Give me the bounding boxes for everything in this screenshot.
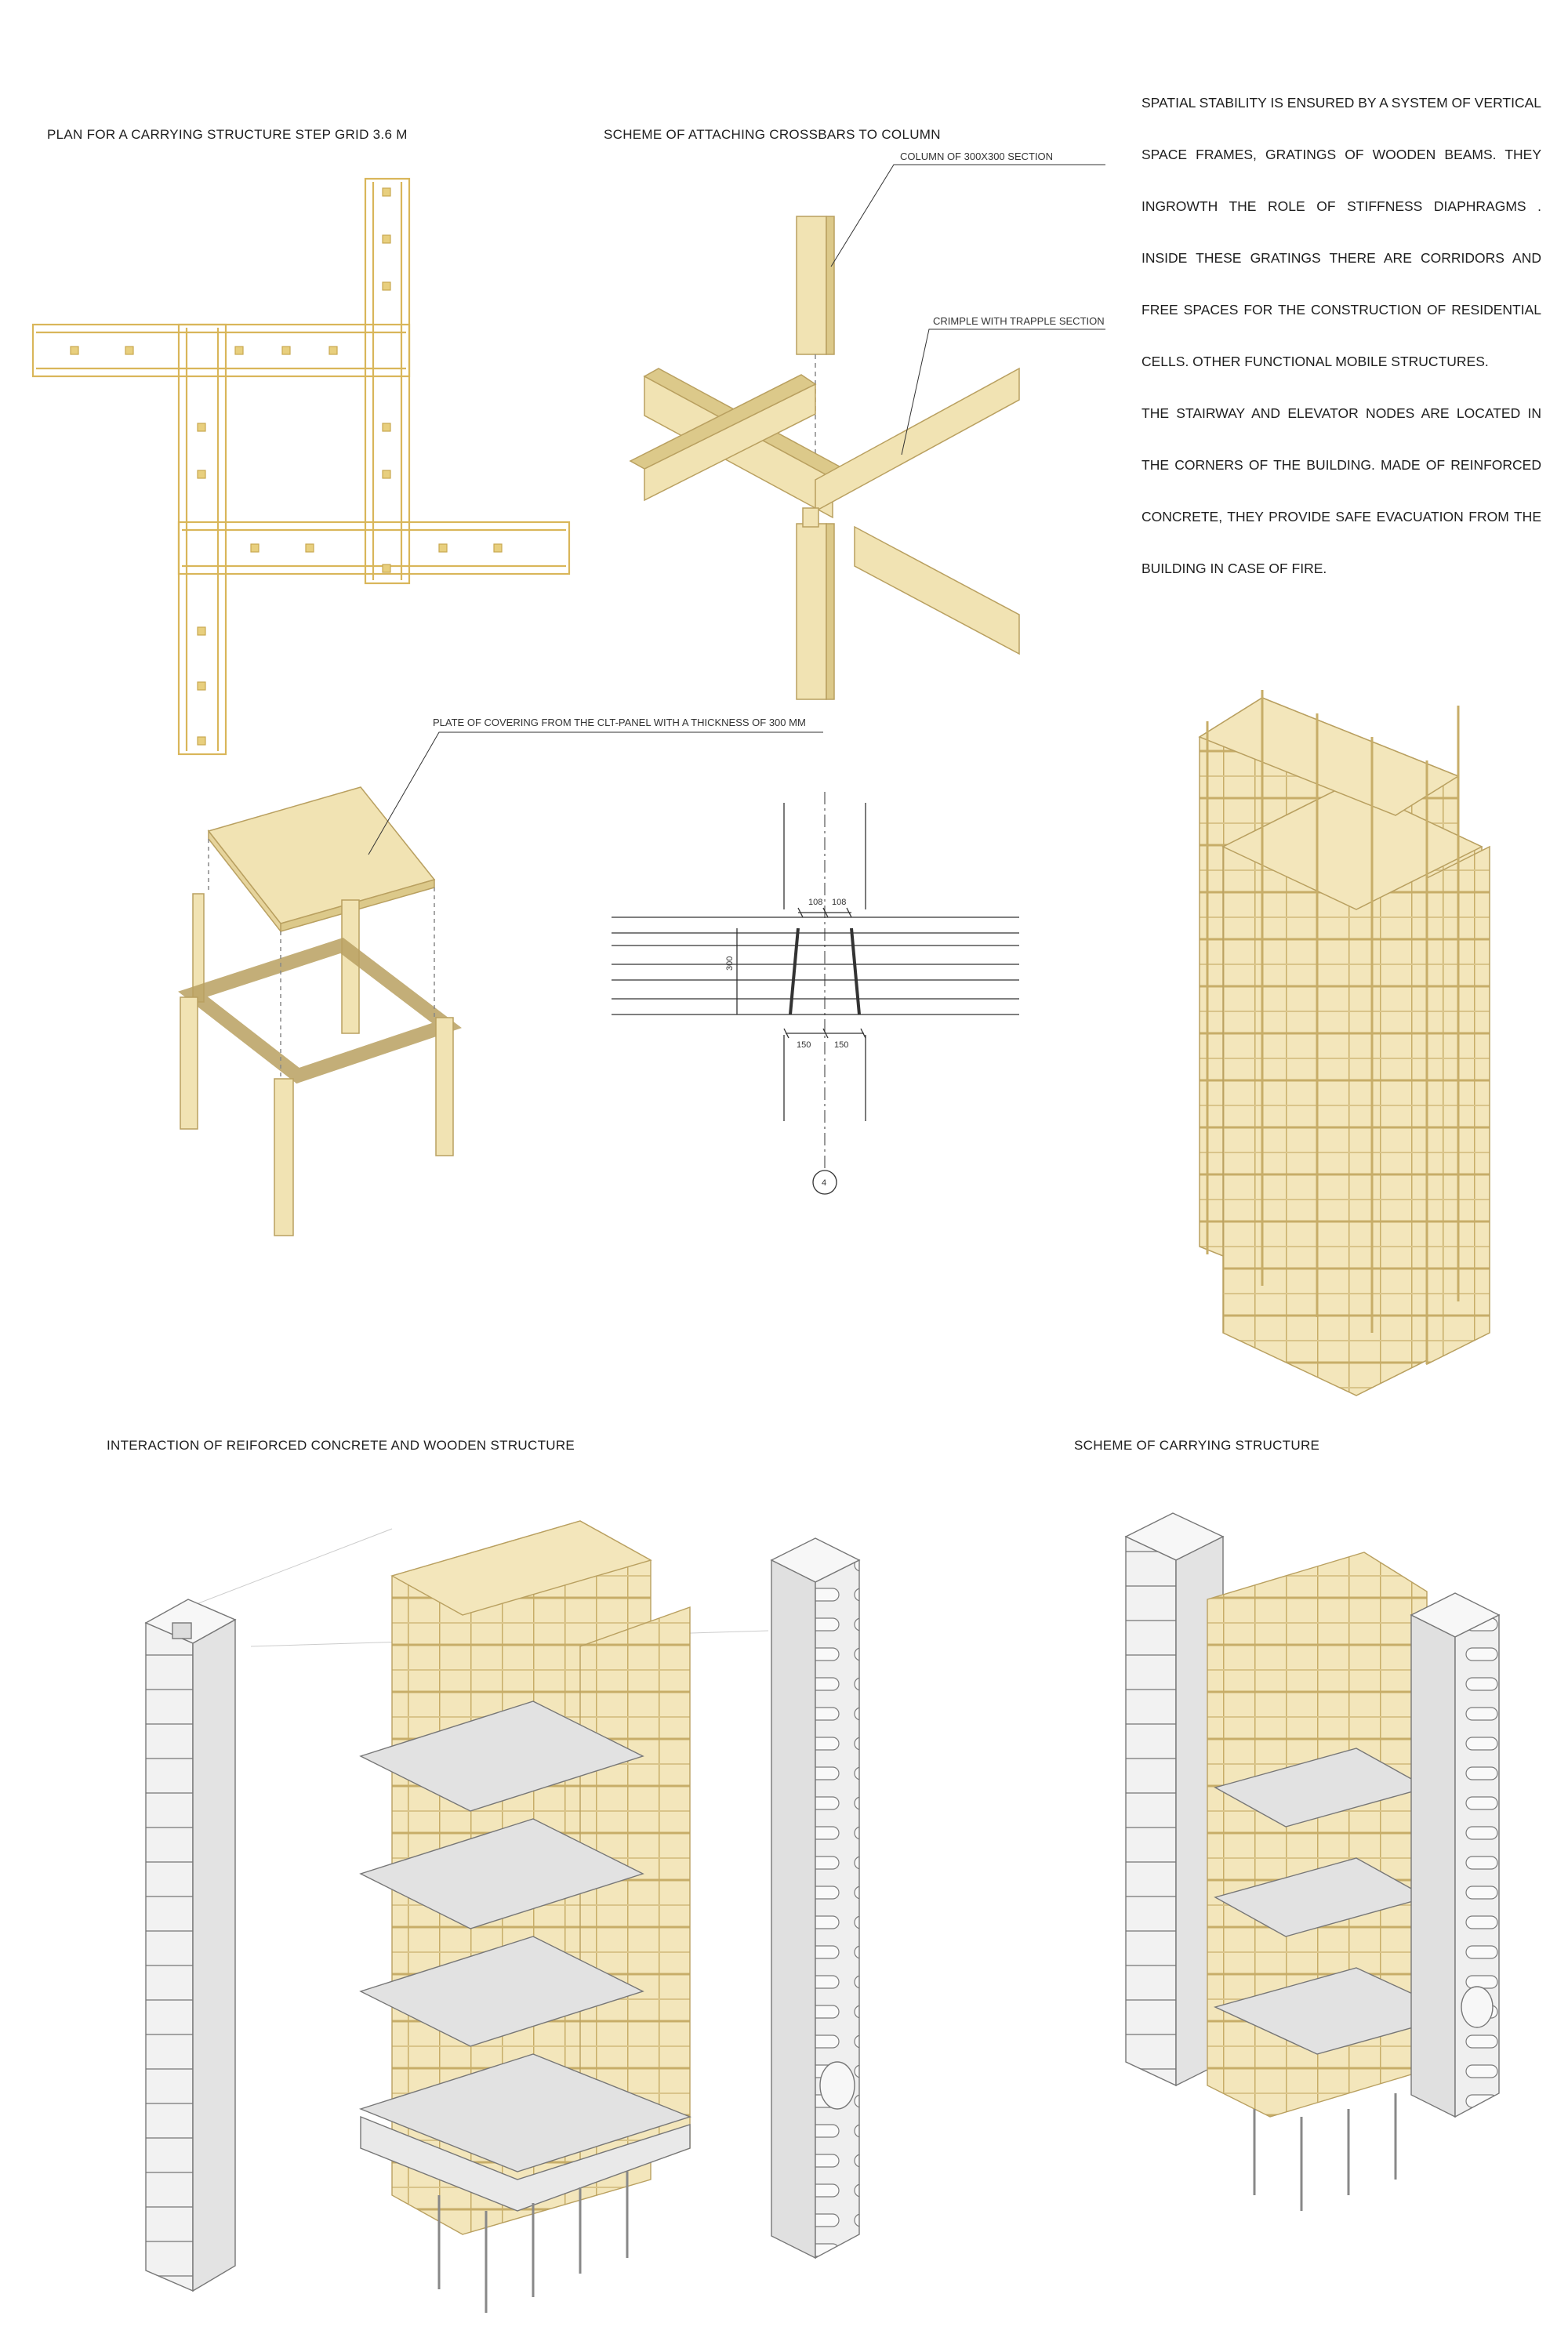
interaction-title: INTERACTION OF REIFORCED CONCRETE AND WOODEN STRUCTURE xyxy=(107,1438,575,1453)
description-paragraph-1: SPATIAL STABILITY IS ENSURED BY A SYSTEM OF VERTICAL SPACE FRAMES, GRATINGS OF WOODEN BEAMS. THEY INGROWTH THE ROLE OF STIFFNESS DIAPHRAGMS . INSIDE THESE GRATINGS THERE ARE CORRIDORS AND FREE SPACES FOR THE CONSTRUCTION OF RESIDENTIAL CELLS. OTHER FUNCTIONAL MOBILE STRUCTURES. xyxy=(1142,95,1541,369)
plate-callout-text: PLATE OF COVERING FROM THE CLT-PANEL WITH A THICKNESS OF 300 MM xyxy=(433,717,806,728)
section-detail xyxy=(612,792,1019,1194)
left-concrete-core xyxy=(146,1599,235,2291)
carrying-right-core xyxy=(1411,1593,1499,2117)
dim-height: 300 xyxy=(725,956,735,971)
plan-title: PLAN FOR A CARRYING STRUCTURE STEP GRID 3.6 M xyxy=(47,127,408,142)
dim-top-left: 108 xyxy=(808,898,823,907)
clt-plate-assembly xyxy=(180,787,453,1236)
crossbar-joint-drawing xyxy=(630,216,1019,699)
crimple-callout-text: CRIMPLE WITH TRAPPLE SECTION xyxy=(933,315,1105,327)
description-paragraph-2: THE STAIRWAY AND ELEVATOR NODES ARE LOCATED IN THE CORNERS OF THE BUILDING. MADE OF REINFORCED CONCRETE, THEY PROVIDE SAFE EVACUATION FROM THE BUILDING IN CASE OF FIRE. xyxy=(1142,405,1541,576)
carrying-title: SCHEME OF CARRYING STRUCTURE xyxy=(1074,1438,1320,1453)
carrying-structure-assembly xyxy=(1126,1513,1499,2211)
wood-tower-axonometric xyxy=(1200,690,1490,1396)
column-callout-text: COLUMN OF 300X300 SECTION xyxy=(900,151,1054,162)
dim-bottom-right: 150 xyxy=(834,1040,849,1050)
dim-bottom-left: 150 xyxy=(797,1040,811,1050)
plan-grid-drawing xyxy=(33,179,569,754)
dim-top-right: 108 xyxy=(832,898,847,907)
plate-callout xyxy=(368,717,823,855)
right-concrete-core xyxy=(771,1538,859,2258)
axis-marker: 4 xyxy=(822,1178,827,1188)
wood-frame-with-slabs xyxy=(361,1521,690,2313)
crossbars-title: SCHEME OF ATTACHING CROSSBARS TO COLUMN xyxy=(604,127,941,142)
column-callout xyxy=(831,151,1105,267)
interaction-assembly xyxy=(146,1521,859,2313)
